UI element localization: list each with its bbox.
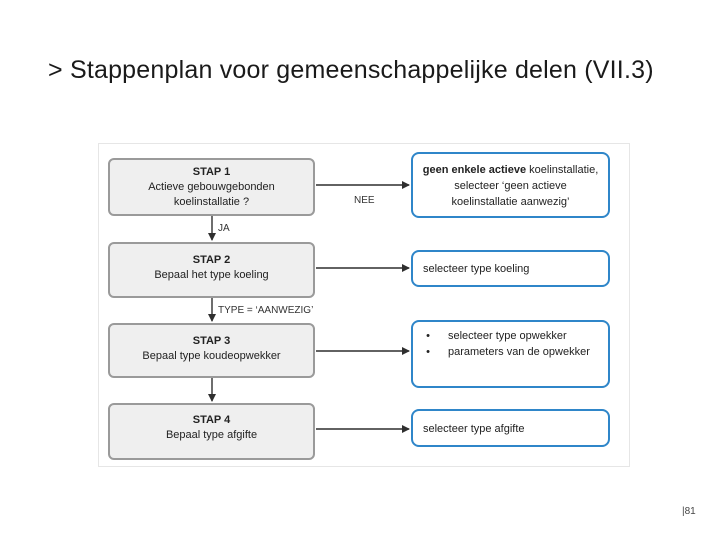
page-number: |81	[682, 506, 696, 517]
outcome-no-cooling-box	[411, 152, 610, 218]
step-1-text: Actieve gebouwgebonden koelinstallatie ?	[148, 181, 275, 208]
connector-label-ja: JA	[218, 223, 230, 234]
outcome-generator-box	[411, 320, 610, 388]
step-4-text: Bepaal type afgifte	[165, 429, 258, 441]
step-1-title: STAP 1	[192, 166, 231, 178]
step-2-text: Bepaal het type koeling	[154, 269, 269, 281]
step-1-box	[108, 158, 315, 216]
generator-bullet-item	[426, 328, 608, 344]
step-4-box	[108, 403, 315, 460]
step-3-text: Bepaal type koudeopwekker	[142, 350, 281, 362]
outcome-cooling-type-text: selecteer type koeling	[423, 263, 530, 275]
outcome-cooling-type-box	[411, 250, 610, 287]
step-2-box	[108, 242, 315, 298]
connector-label-type: TYPE = ‘AANWEZIG’	[218, 305, 314, 316]
outcome-no-cooling-bold: geen enkele actieve	[422, 164, 527, 176]
step-2-title: STAP 2	[192, 254, 231, 266]
connector-label-nee: NEE	[354, 195, 375, 206]
generator-bullet-text: selecteer type opwekker	[448, 330, 567, 342]
generator-bullet-text: parameters van de opwekker	[448, 346, 590, 358]
bullet-icon: •	[426, 346, 430, 358]
step-3-box	[108, 323, 315, 378]
slide-title: > Stappenplan voor gemeenschappelijke delen (VII.3)	[48, 56, 654, 84]
bullet-icon: •	[426, 330, 430, 342]
outcome-emission-box	[411, 409, 610, 447]
outcome-emission-text: selecteer type afgifte	[423, 423, 525, 435]
step-3-title: STAP 3	[192, 335, 231, 347]
outcome-no-cooling-text: koelinstallatie, selecteer ‘geen actieve koelinstallatie aanwezig’	[451, 164, 599, 208]
generator-bullet-item	[426, 344, 608, 360]
generator-bullet-list	[413, 322, 608, 360]
step-4-title: STAP 4	[192, 414, 231, 426]
